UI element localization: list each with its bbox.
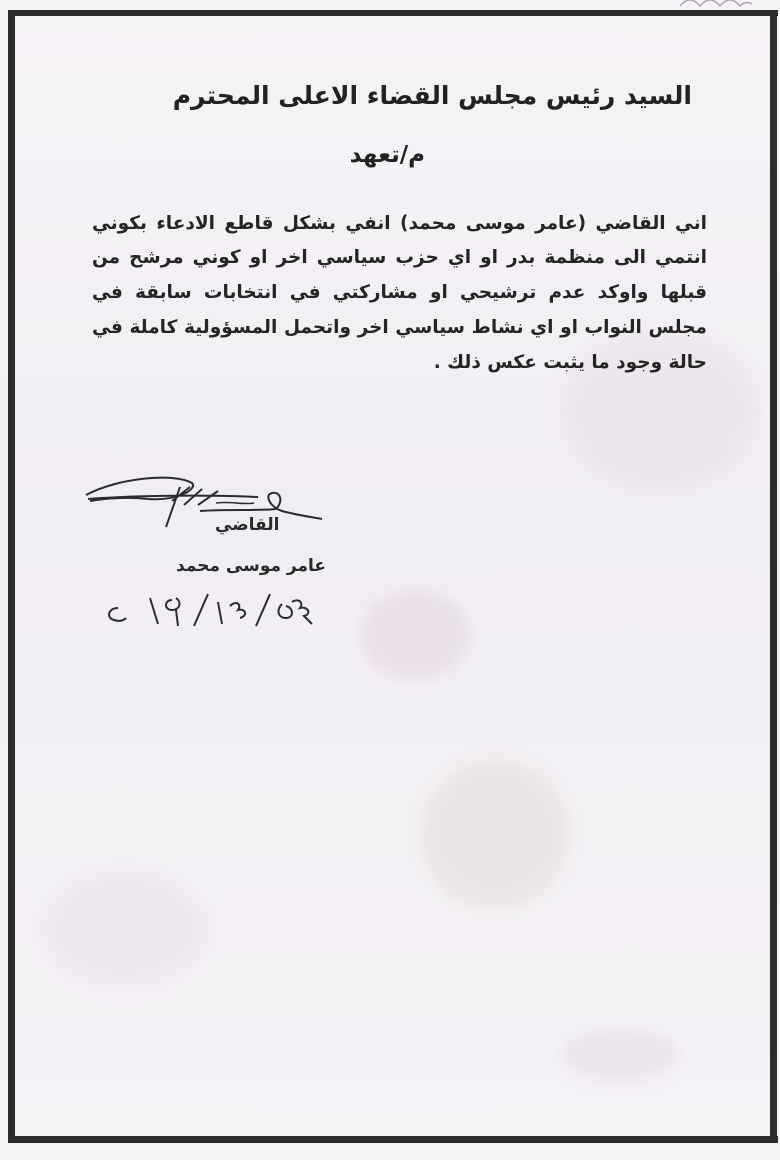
paper-stain — [360, 590, 470, 680]
paper-stain — [420, 760, 570, 910]
subject-line: م/تعهد — [349, 142, 425, 168]
signature-title: القاضي — [215, 515, 280, 535]
border-right — [770, 10, 777, 1143]
border-top — [8, 10, 778, 16]
paper-stain — [560, 1030, 680, 1080]
addressee-heading: السيد رئيس مجلس القضاء الاعلى المحترم — [172, 81, 692, 110]
paper-stain — [40, 870, 210, 990]
judge-name: عامر موسى محمد — [176, 556, 327, 576]
handwritten-date — [98, 590, 328, 632]
border-left — [8, 10, 15, 1143]
border-bottom — [8, 1136, 778, 1143]
handwritten-signature — [80, 465, 330, 537]
pledge-body: اني القاضي (عامر موسى محمد) انفي بشكل قاطع الادعاء بكوني انتمي الى منظمة بدر او اي حزب سياسي اخر او كوني مرشح من قبلها واوكد عدم ترشيحي او مشاركتي في انتخابات سابقة في مجلس النواب او اي نشاط سياسي اخر واتحمل المسؤولية كاملة في حالة وجود ما يثبت عكس ذلك . — [92, 212, 707, 373]
